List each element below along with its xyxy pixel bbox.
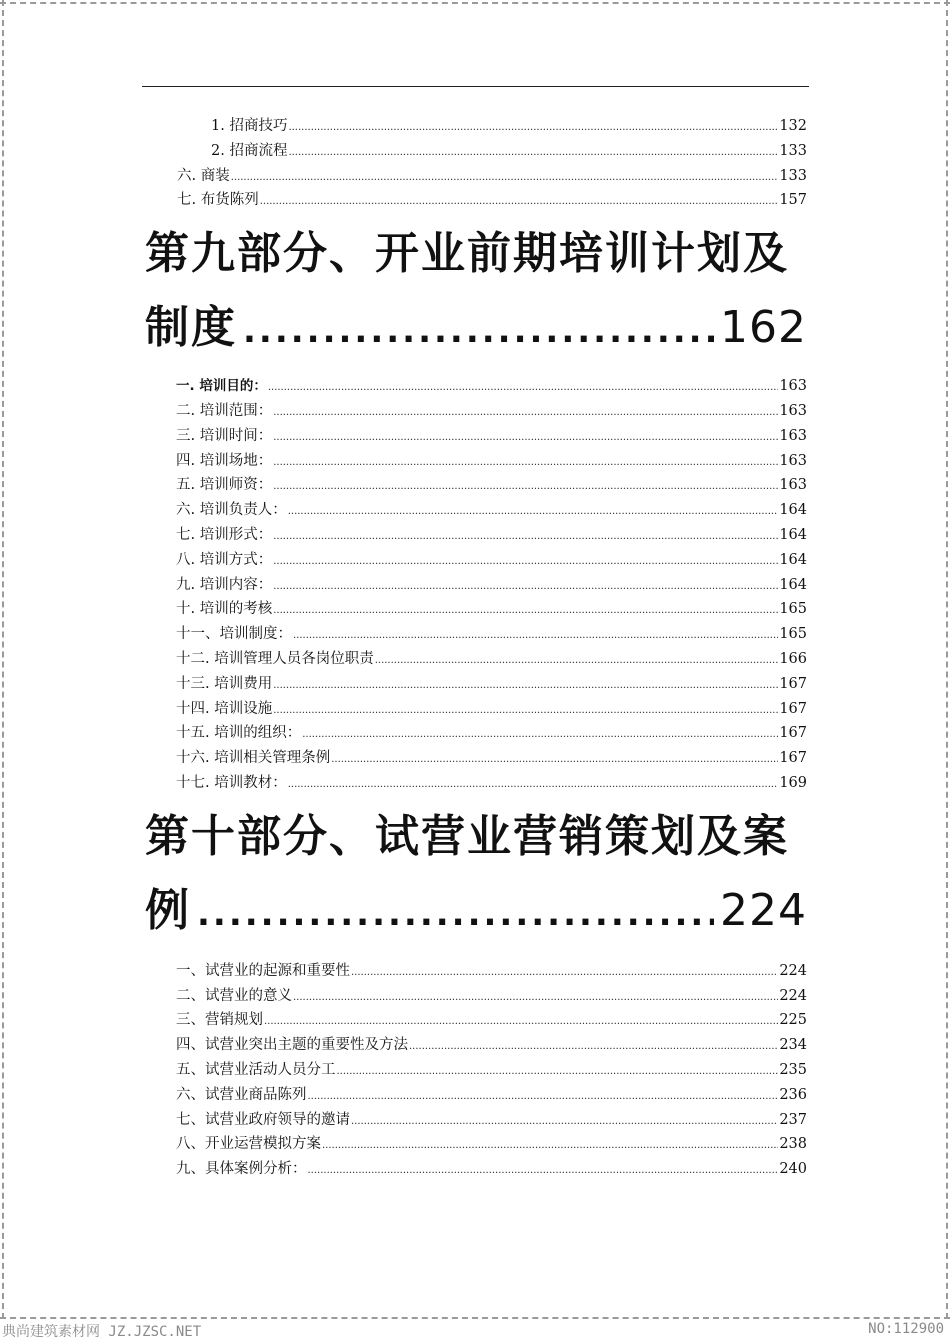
- toc-entry-page: 163: [779, 378, 807, 395]
- toc-entry-page: 235: [779, 1061, 807, 1078]
- part9-heading[interactable]: [145, 217, 807, 368]
- part10-heading-line2: [145, 874, 807, 951]
- toc-entry-label: 十. 培训的考核: [176, 601, 273, 618]
- toc-entry[interactable]: [145, 1157, 807, 1182]
- toc-entry-page: 167: [779, 700, 807, 717]
- toc-leader-dots: [273, 672, 778, 699]
- toc-page: [145, 114, 807, 1182]
- toc-entry-label: 一. 培训目的：: [176, 378, 267, 395]
- toc-entry-page: 164: [779, 576, 807, 593]
- toc-entry[interactable]: [145, 188, 807, 213]
- toc-entry-label: 一、试营业的起源和重要性: [176, 962, 350, 979]
- toc-leader-dots: [308, 1083, 779, 1110]
- toc-entry-page: 133: [779, 167, 807, 184]
- toc-entry-page: 167: [779, 675, 807, 692]
- toc-entry[interactable]: [145, 697, 807, 722]
- toc-entry-page: 166: [779, 650, 807, 667]
- dashed-frame-right: [946, 0, 948, 1319]
- dashed-frame-left: [2, 0, 4, 1319]
- toc-entry-page: 169: [779, 774, 807, 791]
- toc-leader-dots: [273, 573, 778, 600]
- toc-entry-label: 八、开业运营模拟方案: [176, 1136, 321, 1153]
- toc-leader-dots: [288, 498, 779, 525]
- footer-site-name: 典尚建筑素材网 JZ.JZSC.NET: [2, 1324, 202, 1340]
- toc-entry-page: 224: [779, 962, 807, 979]
- toc-entry-page: 234: [779, 1037, 807, 1054]
- toc-entry[interactable]: [145, 1083, 807, 1108]
- toc-entry-page: 133: [779, 142, 807, 159]
- toc-entry[interactable]: [145, 959, 807, 984]
- toc-entry-label: 九、具体案例分析：: [176, 1161, 307, 1178]
- toc-entry-page: 165: [779, 601, 807, 618]
- part9-heading-tail: 制度: [145, 302, 237, 354]
- toc-entry-page: 163: [779, 427, 807, 444]
- toc-entry-page: 240: [779, 1161, 807, 1178]
- part9-leader-dots: [243, 291, 714, 368]
- footer-id-number: NO:112900: [868, 1321, 944, 1337]
- toc-entry-label: 二. 培训范围：: [176, 402, 273, 419]
- toc-entry-label: 十一、培训制度：: [176, 626, 292, 643]
- toc-entry[interactable]: [145, 746, 807, 771]
- toc-entry-page: 236: [779, 1086, 807, 1103]
- toc-entry[interactable]: [145, 573, 807, 598]
- toc-leader-dots: [375, 647, 779, 674]
- toc-leader-dots: [302, 721, 778, 748]
- toc-entry-label: 二、试营业的意义: [176, 987, 292, 1004]
- toc-entry-page: 167: [779, 725, 807, 742]
- toc-entry-label: 2. 招商流程: [211, 142, 288, 159]
- toc-leader-dots: [231, 164, 779, 191]
- toc-entry[interactable]: [145, 164, 807, 189]
- toc-entry-label: 十二. 培训管理人员各岗位职责: [176, 650, 374, 667]
- part10-page: 224: [720, 884, 807, 936]
- toc-entry[interactable]: [145, 1033, 807, 1058]
- toc-entry[interactable]: [145, 1058, 807, 1083]
- toc-entry-label: 九. 培训内容：: [176, 576, 273, 593]
- part10-heading-line1: 第十部分、试营业营销策划及案: [145, 810, 789, 862]
- dashed-frame-top: [0, 2, 950, 4]
- toc-entry[interactable]: [145, 672, 807, 697]
- part10-heading-tail: 例: [145, 884, 191, 936]
- toc-entry[interactable]: [145, 1008, 807, 1033]
- footer-bar: [0, 1321, 950, 1339]
- toc-entry-label: 五、试营业活动人员分工: [176, 1061, 336, 1078]
- toc-part9-section: [145, 374, 807, 796]
- toc-entry[interactable]: [145, 449, 807, 474]
- toc-entry-page: 164: [779, 526, 807, 543]
- toc-entry[interactable]: [145, 498, 807, 523]
- toc-entry-label: 十七. 培训教材：: [176, 774, 287, 791]
- toc-entry-page: 167: [779, 750, 807, 767]
- toc-entry-label: 七. 培训形式：: [176, 526, 273, 543]
- toc-leader-dots: [273, 523, 778, 550]
- toc-entry[interactable]: [145, 622, 807, 647]
- toc-entry[interactable]: [145, 721, 807, 746]
- toc-leader-dots: [288, 771, 779, 798]
- toc-entry-page: 237: [779, 1111, 807, 1128]
- header-rule: [142, 86, 809, 87]
- toc-entry[interactable]: [145, 424, 807, 449]
- toc-leader-dots: [273, 449, 778, 476]
- toc-entry-page: 157: [779, 192, 807, 209]
- toc-entry-label: 三. 培训时间：: [176, 427, 273, 444]
- toc-leader-dots: [273, 597, 778, 624]
- toc-leader-dots: [268, 374, 778, 401]
- toc-leader-dots: [351, 1108, 778, 1135]
- toc-leader-dots: [273, 473, 778, 500]
- toc-entry-label: 八. 培训方式：: [176, 551, 273, 568]
- toc-entry-label: 四. 培训场地：: [176, 452, 273, 469]
- toc-entry-label: 四、试营业突出主题的重要性及方法: [176, 1037, 408, 1054]
- part10-leader-dots: [197, 874, 714, 951]
- toc-entry[interactable]: [145, 523, 807, 548]
- toc-entry[interactable]: [145, 984, 807, 1009]
- toc-entry-page: 238: [779, 1136, 807, 1153]
- dashed-frame-bottom: [0, 1317, 950, 1319]
- part9-heading-line1: 第九部分、开业前期培训计划及: [145, 228, 789, 280]
- toc-leader-dots: [288, 114, 778, 141]
- toc-entry-page: 164: [779, 502, 807, 519]
- toc-entry-label: 六、试营业商品陈列: [176, 1086, 307, 1103]
- toc-entry-label: 七. 布货陈列: [177, 192, 259, 209]
- toc-leader-dots: [331, 746, 778, 773]
- toc-entry[interactable]: [145, 114, 807, 139]
- toc-entry-label: 六. 培训负责人：: [176, 502, 287, 519]
- toc-part10-section: [145, 959, 807, 1182]
- toc-entry-label: 十五. 培训的组织：: [176, 725, 302, 742]
- toc-entry-page: 163: [779, 477, 807, 494]
- part9-heading-line2: [145, 291, 807, 368]
- toc-entry-page: 225: [779, 1012, 807, 1029]
- toc-leader-dots: [260, 188, 779, 215]
- part9-page: 162: [720, 302, 807, 354]
- toc-entry-page: 163: [779, 452, 807, 469]
- toc-entry-page: 132: [779, 118, 807, 134]
- toc-entry[interactable]: [145, 548, 807, 573]
- toc-entry[interactable]: [145, 374, 807, 399]
- toc-entry[interactable]: [145, 647, 807, 672]
- toc-leader-dots: [273, 399, 778, 426]
- toc-entry-page: 224: [779, 987, 807, 1004]
- toc-entry-label: 七、试营业政府领导的邀请: [176, 1111, 350, 1128]
- toc-leader-dots: [308, 1157, 779, 1184]
- toc-entry[interactable]: [145, 473, 807, 498]
- toc-entry-page: 164: [779, 551, 807, 568]
- toc-entry-label: 1. 招商技巧: [211, 118, 288, 134]
- toc-entry-page: 165: [779, 626, 807, 643]
- toc-entry-label: 十六. 培训相关管理条例: [176, 750, 331, 767]
- toc-leader-dots: [322, 1132, 778, 1159]
- toc-entry[interactable]: [145, 1108, 807, 1133]
- toc-entry[interactable]: [145, 597, 807, 622]
- toc-top-section: [145, 114, 807, 213]
- toc-entry-label: 十四. 培训设施: [176, 700, 273, 717]
- toc-leader-dots: [293, 622, 778, 649]
- toc-entry-label: 三、营销规划: [176, 1012, 263, 1029]
- toc-leader-dots: [288, 139, 778, 166]
- toc-leader-dots: [337, 1058, 779, 1085]
- part10-heading[interactable]: [145, 800, 807, 951]
- toc-entry[interactable]: [145, 1132, 807, 1157]
- toc-leader-dots: [409, 1033, 778, 1060]
- toc-entry-page: 163: [779, 402, 807, 419]
- toc-leader-dots: [273, 697, 778, 724]
- toc-leader-dots: [264, 1008, 778, 1035]
- toc-entry[interactable]: [145, 399, 807, 424]
- toc-entry-label: 十三. 培训费用: [176, 675, 273, 692]
- toc-leader-dots: [351, 959, 778, 986]
- toc-leader-dots: [293, 984, 778, 1011]
- toc-leader-dots: [273, 424, 778, 451]
- toc-entry[interactable]: [145, 771, 807, 796]
- toc-entry-label: 六. 商装: [177, 167, 230, 184]
- toc-leader-dots: [273, 548, 778, 575]
- toc-entry[interactable]: [145, 139, 807, 164]
- toc-entry-label: 五. 培训师资：: [176, 477, 273, 494]
